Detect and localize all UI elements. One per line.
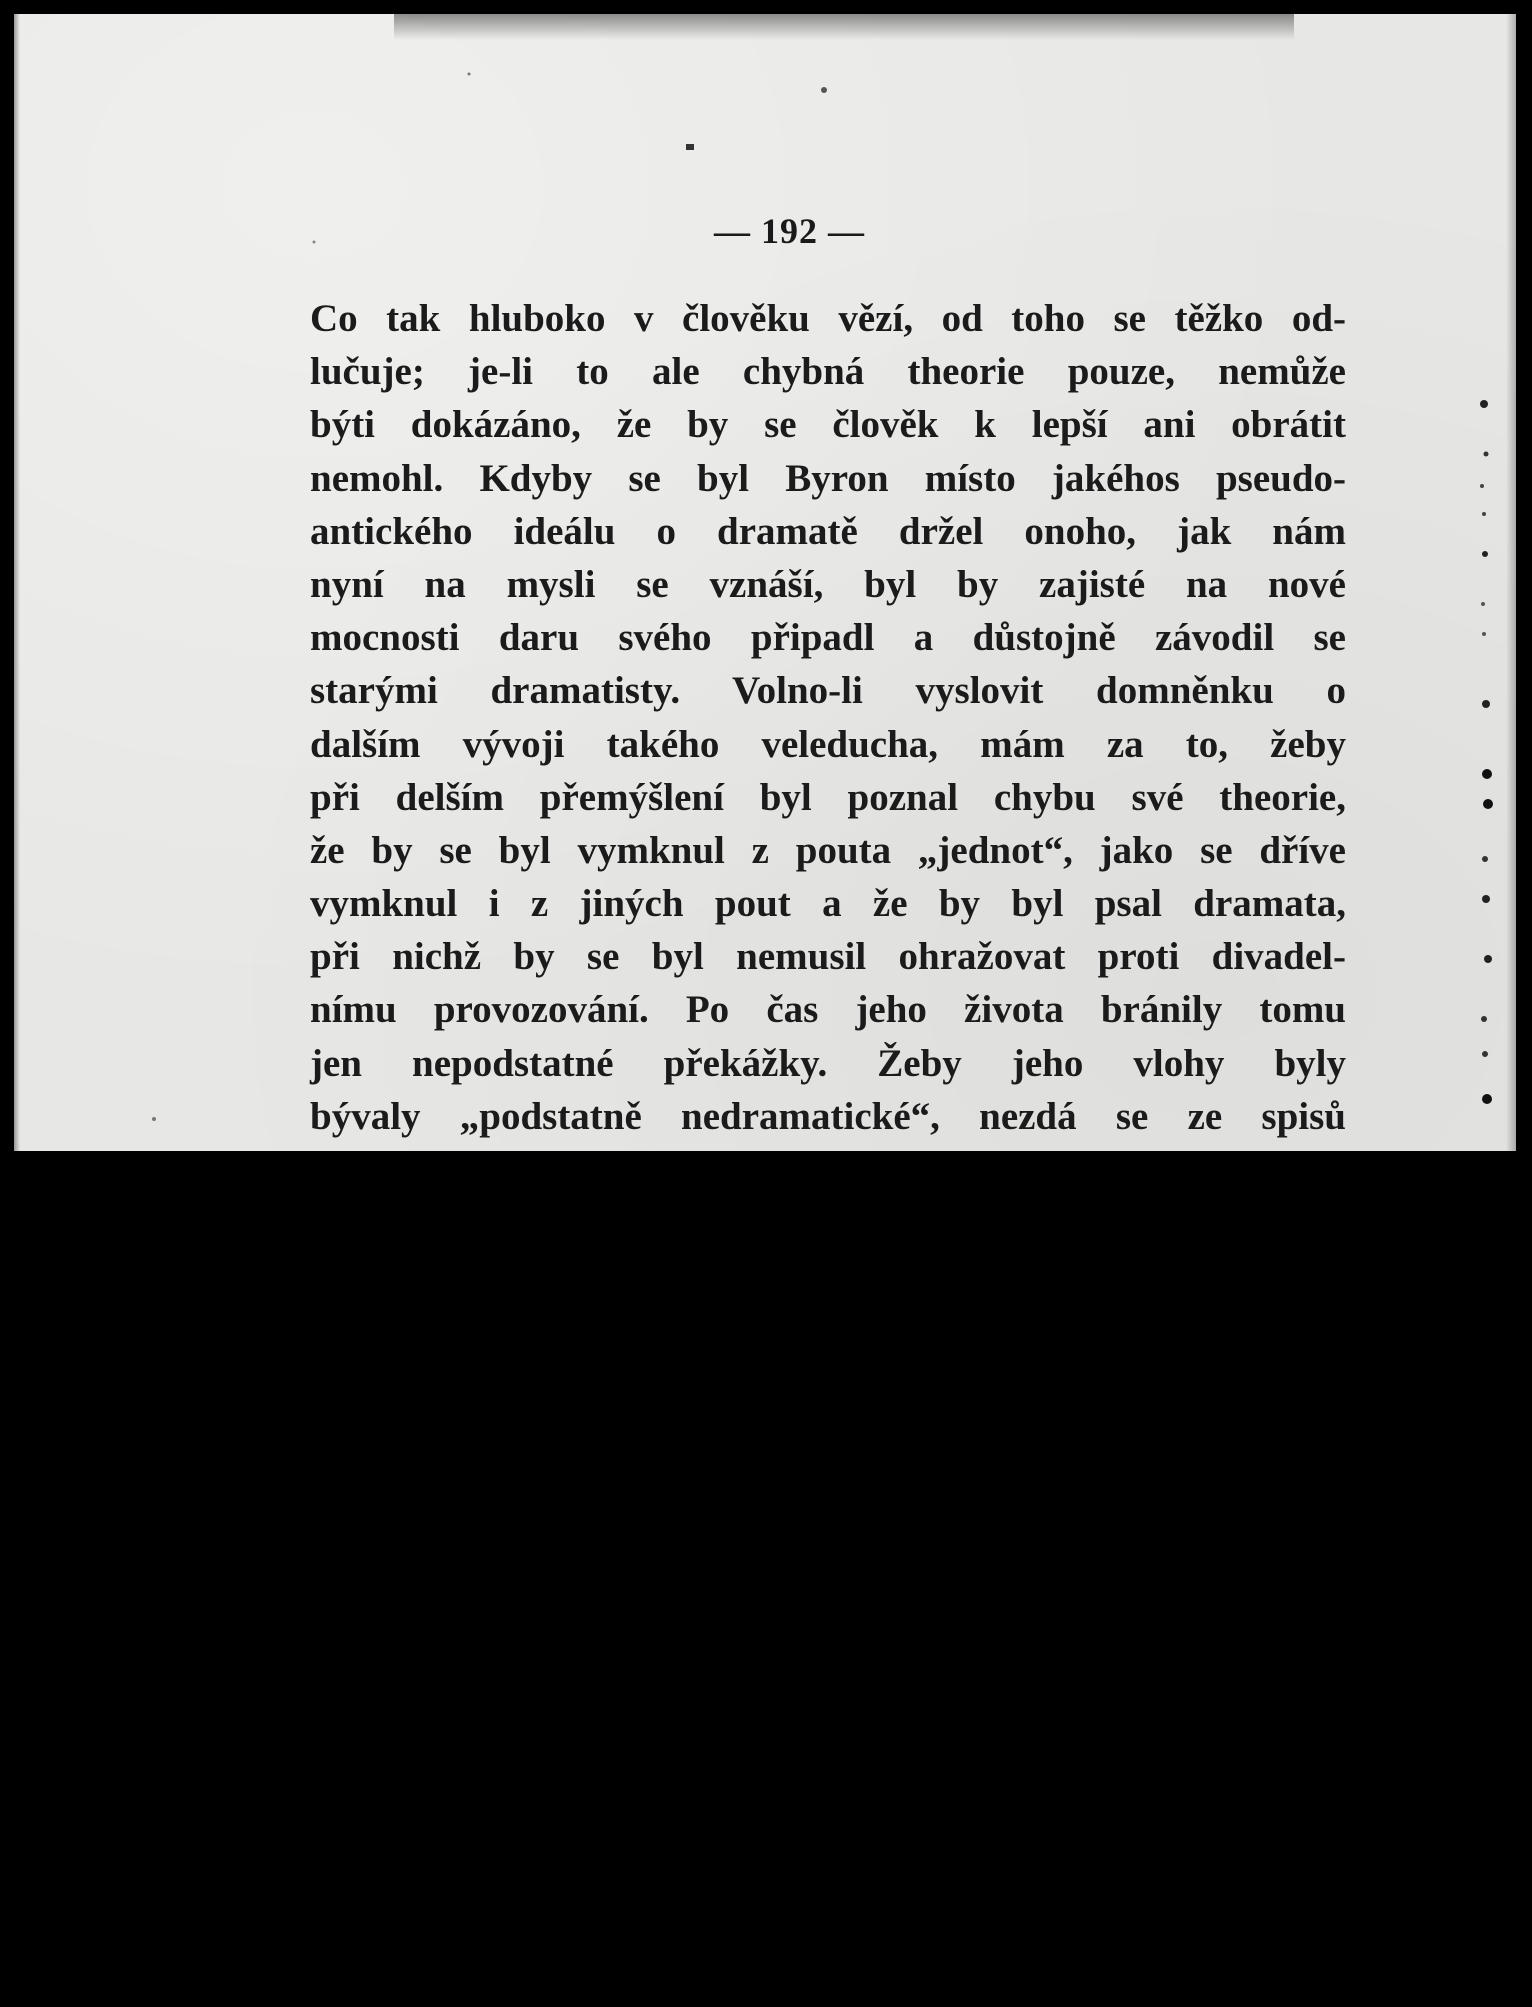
speck (152, 1117, 156, 1121)
speck (1482, 551, 1488, 557)
text-line: mocnosti daru svého připadl a důstojně závodil se (310, 616, 1346, 660)
speck (1481, 602, 1485, 606)
text-line: vymknul i z jiných pout a že by byl psal dramata, (310, 882, 1346, 926)
body-text (310, 292, 1346, 1196)
speck (1482, 856, 1488, 862)
text-line: nyní na mysli se vznáší, byl by zajisté na nové (310, 562, 1346, 606)
text-line: bývaly „podstatně nedramatické“, nezdá se ze spisů (310, 1094, 1346, 1138)
page-number: — 192 — (714, 211, 865, 251)
page-cut-off-edge (0, 1151, 1532, 1163)
speck (1482, 1051, 1488, 1057)
speck (1482, 895, 1490, 903)
text-line: starými dramatisty. Volno-li vyslovit domněnku o (310, 669, 1346, 713)
speck (1482, 700, 1490, 708)
text-line: antického ideálu o dramatě držel onoho, jak nám (310, 509, 1346, 553)
text-line: dalším vývoji takého veleducha, mám za to, žeby (310, 722, 1346, 766)
text-line: lučuje; je-li to ale chybná theorie pouze, nemůže (310, 350, 1346, 394)
speck (1482, 512, 1486, 516)
speck (1484, 452, 1489, 457)
text-line: nímu provozování. Po čas jeho života bránily tomu (310, 988, 1346, 1032)
speck (821, 87, 827, 93)
empty-black-area (0, 1163, 1532, 2007)
speck (1484, 955, 1492, 963)
speck (1482, 632, 1486, 636)
speck (1482, 769, 1492, 779)
text-line: býti dokázáno, že by se člověk k lepší ani obrátit (310, 403, 1346, 447)
speck (1482, 1094, 1492, 1104)
speck (468, 73, 471, 76)
speck (1480, 400, 1488, 408)
text-line: nemohl. Kdyby se byl Byron místo jakéhos pseudo- (310, 456, 1346, 500)
book-page (14, 14, 1516, 1163)
speck (1483, 799, 1493, 809)
speck (686, 144, 694, 150)
text-line: jen nepodstatné překážky. Žeby jeho vlohy byly (310, 1041, 1346, 1085)
text-line: Co tak hluboko v člověku vězí, od toho se těžko od- (310, 297, 1346, 340)
speck (1480, 484, 1484, 488)
speck (1481, 1016, 1487, 1022)
speck (313, 241, 316, 244)
text-line: že by se byl vymknul z pouta „jednot“, jako se dříve (310, 828, 1346, 872)
text-line: při nichž by se byl nemusil ohražovat proti divadel- (310, 935, 1346, 979)
text-line: při delším přemýšlení byl poznal chybu své theorie, (310, 775, 1346, 819)
